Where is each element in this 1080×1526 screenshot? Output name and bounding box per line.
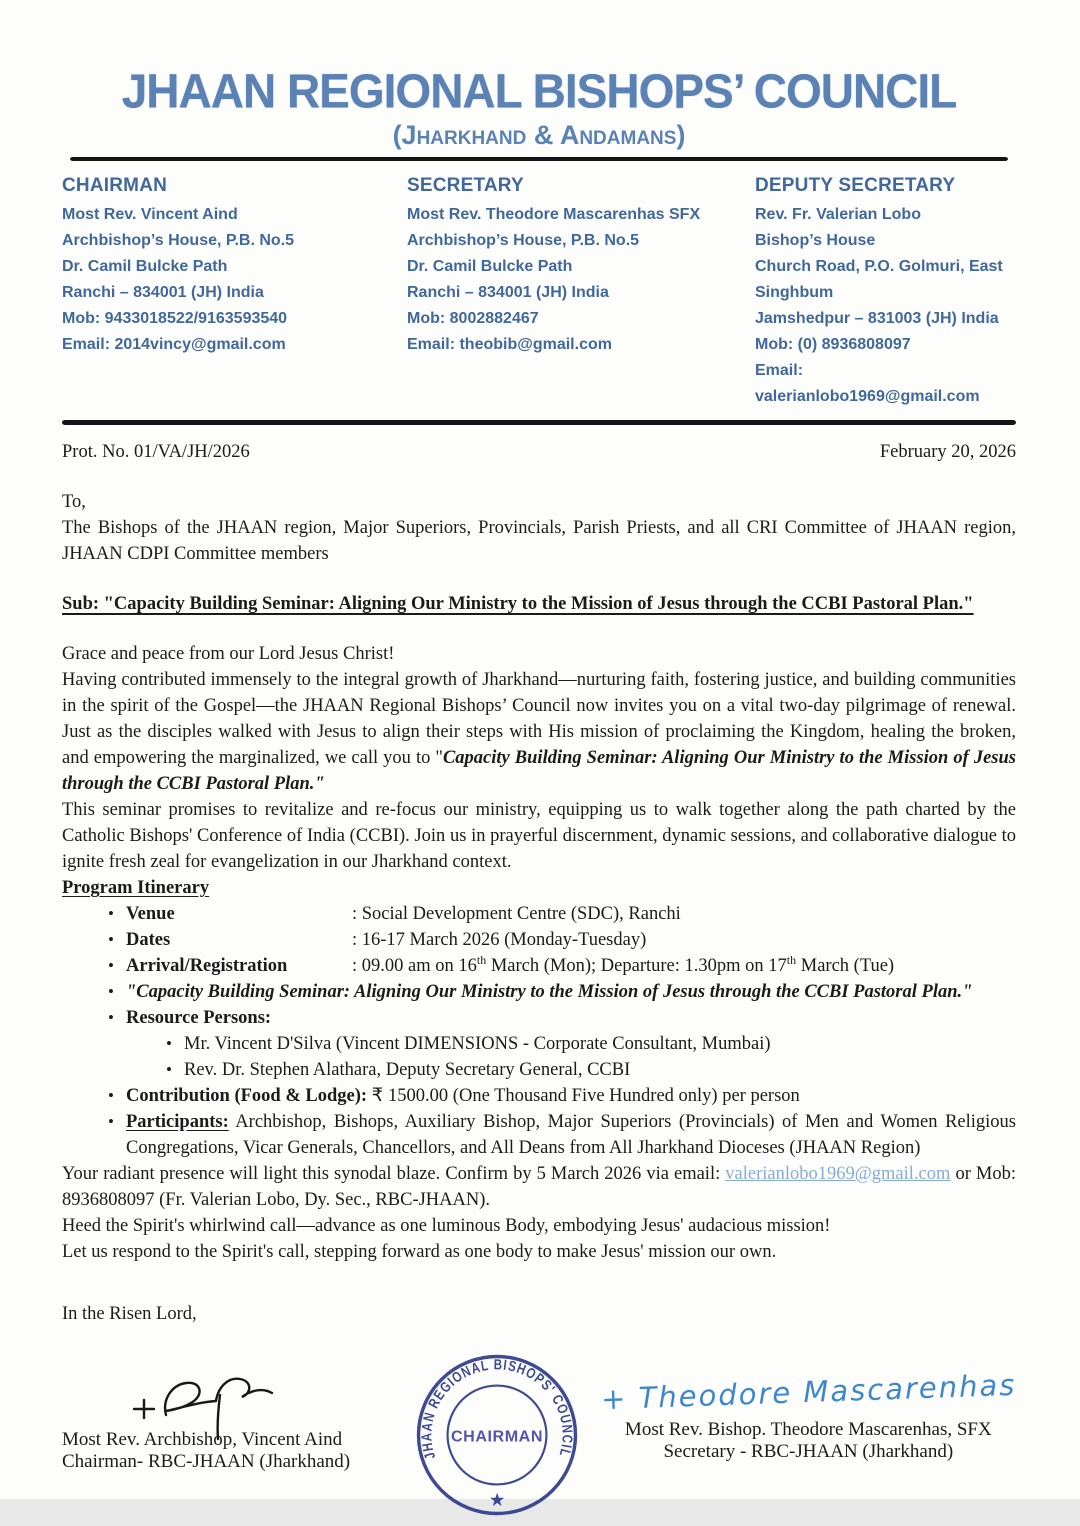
ordinal-suffix: th <box>786 952 797 967</box>
resource-person-2: Rev. Dr. Stephen Alathara, Deputy Secretary General, CCBI <box>184 1060 631 1080</box>
stamp-seal <box>411 1349 583 1521</box>
stamp-center-text: CHAIRMAN <box>450 1427 543 1446</box>
venue-value: : Social Development Centre (SDC), Ranchi <box>352 904 681 924</box>
signature-area <box>62 1357 1017 1526</box>
participants-label: Participants: <box>126 1112 229 1132</box>
deputy-secretary-contact <box>755 173 1016 410</box>
letter-body <box>62 439 1016 1327</box>
paragraph-seminar-promise: This seminar promises to revitalize and re-focus our ministry, equipping us to walk together along the path charted by the Catholic Bishops' Conference of India (CCBI). Join us in prayerful discernment, dynamic sessions, and collaborative dialogue to ignite fresh zeal for evangelization in our Jharkhand context. <box>62 800 1016 872</box>
protocol-number: Prot. No. 01/VA/JH/2026 <box>62 442 250 462</box>
itinerary-contribution <box>62 1083 1016 1109</box>
contact-line: Jamshedpur – 831003 (JH) India <box>755 310 999 327</box>
contact-line: Church Road, P.O. Golmuri, East Singhbum <box>755 258 1003 301</box>
paragraph-invitation <box>62 667 1016 797</box>
contribution-line <box>126 1083 1016 1109</box>
bullet-icon: • <box>166 1034 172 1053</box>
confirmation-text: or Mob: 8936808097 (Fr. Valerian Lobo, Dy. Sec., RBC-JHAAN). <box>62 1164 1017 1210</box>
header-rule <box>70 157 1008 161</box>
exhortation-line-1: Heed the Spirit's whirlwind call—advance as one luminous Body, embodying Jesus' audacious mission! <box>62 1216 831 1236</box>
reference-row <box>62 439 1016 465</box>
bullet-icon: • <box>108 1112 114 1131</box>
contact-email: Email: theobib@gmail.com <box>407 336 612 353</box>
contribution-value: ₹ 1500.00 (One Thousand Five Hundred only) per person <box>367 1086 800 1106</box>
chairman-title: Chairman- RBC-JHAAN (Jharkhand) <box>62 1451 351 1472</box>
arrival-part: : 09.00 am on 16 <box>352 956 477 976</box>
itinerary-venue <box>62 901 1016 927</box>
contact-line: Most Rev. Vincent Aind <box>62 206 238 223</box>
chairman-name: Most Rev. Archbishop, Vincent Aind <box>62 1429 343 1450</box>
contact-email: Email: 2014vincy@gmail.com <box>62 336 286 353</box>
resource-person-item <box>62 1057 1016 1083</box>
arrival-part: March (Mon); Departure: 1.30pm on 17 <box>486 956 787 976</box>
seminar-quote: "Capacity Building Seminar: Aligning Our Ministry to the Mission of Jesus through the CCBI Pastoral Plan." <box>126 982 973 1002</box>
bullet-icon: • <box>108 1086 114 1105</box>
secretary-signature: + Theodore Mascarenhas <box>600 1367 1017 1417</box>
contact-line: Bishop’s House <box>755 232 876 249</box>
contact-line: Mob: (0) 8936808097 <box>755 336 911 353</box>
stamp-star-icon: ★ <box>488 1489 505 1510</box>
arrival-value <box>352 953 1016 979</box>
secretary-contact <box>407 173 755 410</box>
contact-block <box>62 173 1016 410</box>
resource-person-item <box>62 1031 1016 1057</box>
separator-rule <box>62 420 1016 425</box>
secretary-name: Most Rev. Bishop. Theodore Mascarenhas, SFX <box>624 1419 992 1440</box>
contact-line: Dr. Camil Bulcke Path <box>407 258 573 275</box>
contribution-label: Contribution (Food & Lodge): <box>126 1086 368 1106</box>
contact-line: Archbishop’s House, P.B. No.5 <box>62 232 295 249</box>
contact-role: DEPUTY SECRETARY <box>755 175 956 196</box>
participants-line <box>126 1109 1016 1161</box>
bullet-icon: • <box>108 956 114 975</box>
resource-person-1: Mr. Vincent D'Silva (Vincent DIMENSIONS - Corporate Consultant, Mumbai) <box>184 1034 771 1054</box>
valediction: In the Risen Lord, <box>62 1304 197 1324</box>
exhortation-line-2: Let us respond to the Spirit's call, stepping forward as one body to make Jesus' mission our own. <box>62 1242 777 1262</box>
bullet-icon: • <box>108 904 114 923</box>
participants-value: Archbishop, Bishops, Auxiliary Bishop, Major Superiors (Provincials) of Men and Women Religious Congregations, Vicar Generals, Chancellors, and All Deans from All Jharkhand Dioceses (JHAAN Region) <box>126 1112 1016 1158</box>
salutation: To, <box>62 492 86 512</box>
contact-line: Ranchi – 834001 (JH) India <box>407 284 609 301</box>
subject-line: Sub: "Capacity Building Seminar: Aligning Our Ministry to the Mission of Jesus through the CCBI Pastoral Plan." <box>62 594 974 614</box>
council-stamp <box>411 1349 601 1526</box>
arrival-part: March (Tue) <box>796 956 895 976</box>
confirmation-email-link[interactable]: valerianlobo1969@gmail.com <box>725 1164 951 1184</box>
contact-line: Ranchi – 834001 (JH) India <box>62 284 264 301</box>
bullet-icon: • <box>108 982 114 1001</box>
svg-text:JHAAN REGIONAL BISHOPS' COUNCI <box>419 1357 574 1461</box>
contact-role: SECRETARY <box>407 175 524 196</box>
dates-value: : 16-17 March 2026 (Monday-Tuesday) <box>352 930 647 950</box>
itinerary-seminar-title <box>62 979 1016 1005</box>
resource-persons-heading: Resource Persons: <box>126 1008 272 1028</box>
greeting: Grace and peace from our Lord Jesus Christ! <box>62 644 395 664</box>
contact-line: Mob: 9433018522/9163593540 <box>62 310 288 327</box>
contact-role: CHAIRMAN <box>62 175 168 196</box>
council-subtitle: (Jharkhand & Andamans) <box>392 120 686 150</box>
itinerary-dates <box>62 927 1016 953</box>
dates-label: Dates <box>126 930 171 950</box>
letterhead <box>62 64 1016 425</box>
contact-line: Archbishop’s House, P.B. No.5 <box>407 232 640 249</box>
bullet-icon: • <box>166 1060 172 1079</box>
letter-date: February 20, 2026 <box>879 442 1016 462</box>
venue-label: Venue <box>126 904 175 924</box>
contact-line: Dr. Camil Bulcke Path <box>62 258 228 275</box>
ordinal-suffix: th <box>476 952 487 967</box>
bullet-icon: • <box>108 930 114 949</box>
arrival-label: Arrival/Registration <box>126 956 288 976</box>
paragraph-text: Having contributed immensely to the integral growth of Jharkhand—nurturing faith, fostering justice, and building communities in the spirit of the Gospel—the JHAAN Regional Bishops’ Council now invites you on a vital two-day pilgrimage of renewal. Just as the disciples walked with Jesus to align their steps with His mission of proclaiming the Kingdom, healing the broken, and empowering the marginalized, we call you to " <box>62 670 1016 768</box>
contact-line: Most Rev. Theodore Mascarenhas SFX <box>407 206 701 223</box>
stamp-ring-text: JHAAN REGIONAL BISHOPS' COUNCIL <box>418 1357 575 1462</box>
confirmation-text: Your radiant presence will light this synodal blaze. Confirm by 5 March 2026 via email: <box>62 1164 726 1184</box>
itinerary-resource-persons <box>62 1005 1016 1031</box>
itinerary-arrival <box>62 953 1016 979</box>
secretary-signature-block <box>601 1363 1016 1526</box>
confirmation-line <box>62 1161 1016 1213</box>
secretary-title: Secretary - RBC-JHAAN (Jharkhand) <box>663 1441 954 1462</box>
contact-email: Email: valerianlobo1969@gmail.com <box>755 362 980 405</box>
itinerary-heading: Program Itinerary <box>62 878 210 898</box>
chairman-signature-block <box>62 1363 411 1526</box>
contact-line: Mob: 8002882467 <box>407 310 539 327</box>
chairman-contact <box>62 173 407 410</box>
council-title: JHAAN REGIONAL BISHOPS’ COUNCIL <box>121 63 957 119</box>
seminar-title-emphasis: Capacity Building Seminar: Aligning Our Ministry to the Mission of Jesus through the CCBI Pastoral Plan." <box>62 748 1016 794</box>
contact-line: Rev. Fr. Valerian Lobo <box>755 206 921 223</box>
recipient-line: The Bishops of the JHAAN region, Major Superiors, Provincials, Parish Priests, and all CRI Committee of JHAAN region, JHAAN CDPI Committee members <box>62 518 1016 564</box>
bullet-icon: • <box>108 1008 114 1027</box>
itinerary-participants <box>62 1109 1016 1161</box>
